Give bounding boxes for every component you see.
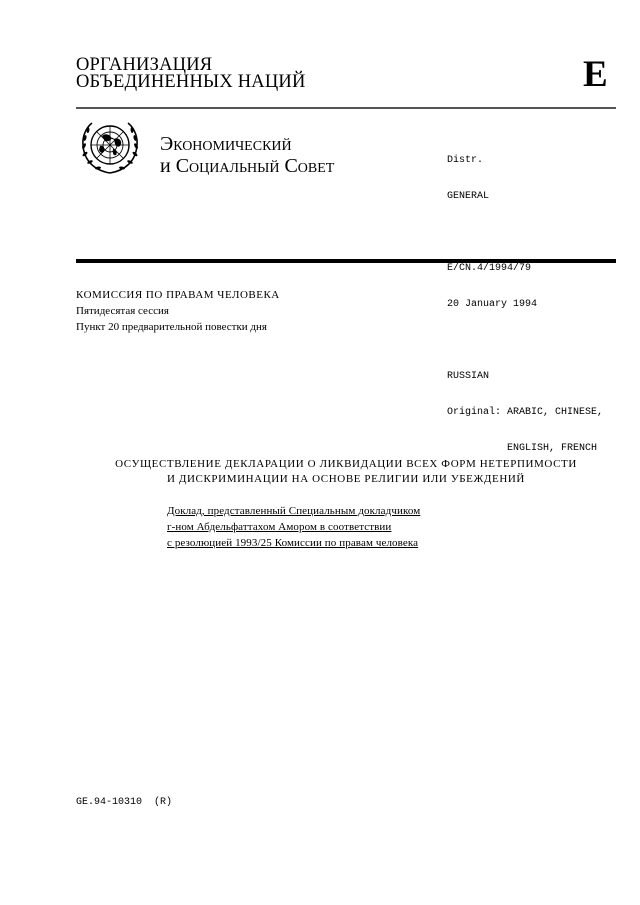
language-letter: E [583,54,608,95]
job-number: GE.94-10310 (R) [76,797,173,808]
document-symbol: E/CN.4/1994/79 [447,263,532,274]
distr-label: Distr. [447,155,484,166]
report-note-line1: Доклад, представленный Специальным докладчиком [167,505,421,517]
original-languages-line2: ENGLISH, FRENCH [447,443,598,454]
document-language: RUSSIAN [447,371,490,382]
council-word-economic: кономический [173,133,292,155]
un-emblem-icon [78,118,142,176]
report-note-line2: г-ном Абдельфаттахом Амором в соответствии [167,521,392,533]
distr-general: GENERAL [447,191,490,202]
council-initial-letter: Э [160,133,174,155]
commission-name: КОМИССИЯ ПО ПРАВАМ ЧЕЛОВЕКА [76,289,280,301]
council-name [160,133,334,177]
distribution-block [447,131,603,467]
council-name-line1 [160,133,334,155]
header-divider [76,107,616,109]
report-note-line3: с резолюцией 1993/25 Комиссии по правам человека [167,537,419,549]
document-title [76,457,616,487]
council-word-social: оциальный [189,155,285,177]
document-title-line1: ОСУЩЕСТВЛЕНИЕ ДЕКЛАРАЦИИ О ЛИКВИДАЦИИ ВСЕХ ФОРМ НЕТЕРПИМОСТИ [115,458,577,470]
council-word-council: овет [297,155,335,177]
commission-block [76,287,280,335]
organization-name-line1: ОРГАНИЗАЦИЯ [76,55,213,75]
document-title-line2: И ДИСКРИМИНАЦИИ НА ОСНОВЕ РЕЛИГИИ ИЛИ УБЕЖДЕНИЙ [167,473,525,485]
council-conjunction: и [160,155,176,177]
session-label: Пятидесятая сессия [76,305,169,317]
organization-name-line2: ОБЪЕДИНЕННЫХ НАЦИЙ [76,72,306,92]
agenda-item: Пункт 20 предварительной повестки дня [76,321,267,333]
council-initial-letter: С [284,155,298,177]
document-date: 20 January 1994 [447,299,538,310]
original-languages-line1: Original: ARABIC, CHINESE, [447,407,604,418]
masthead-divider [76,259,616,263]
council-initial-letter: С [175,155,190,177]
council-name-line2 [160,155,334,177]
organization-name [76,57,306,91]
report-note [167,503,420,551]
